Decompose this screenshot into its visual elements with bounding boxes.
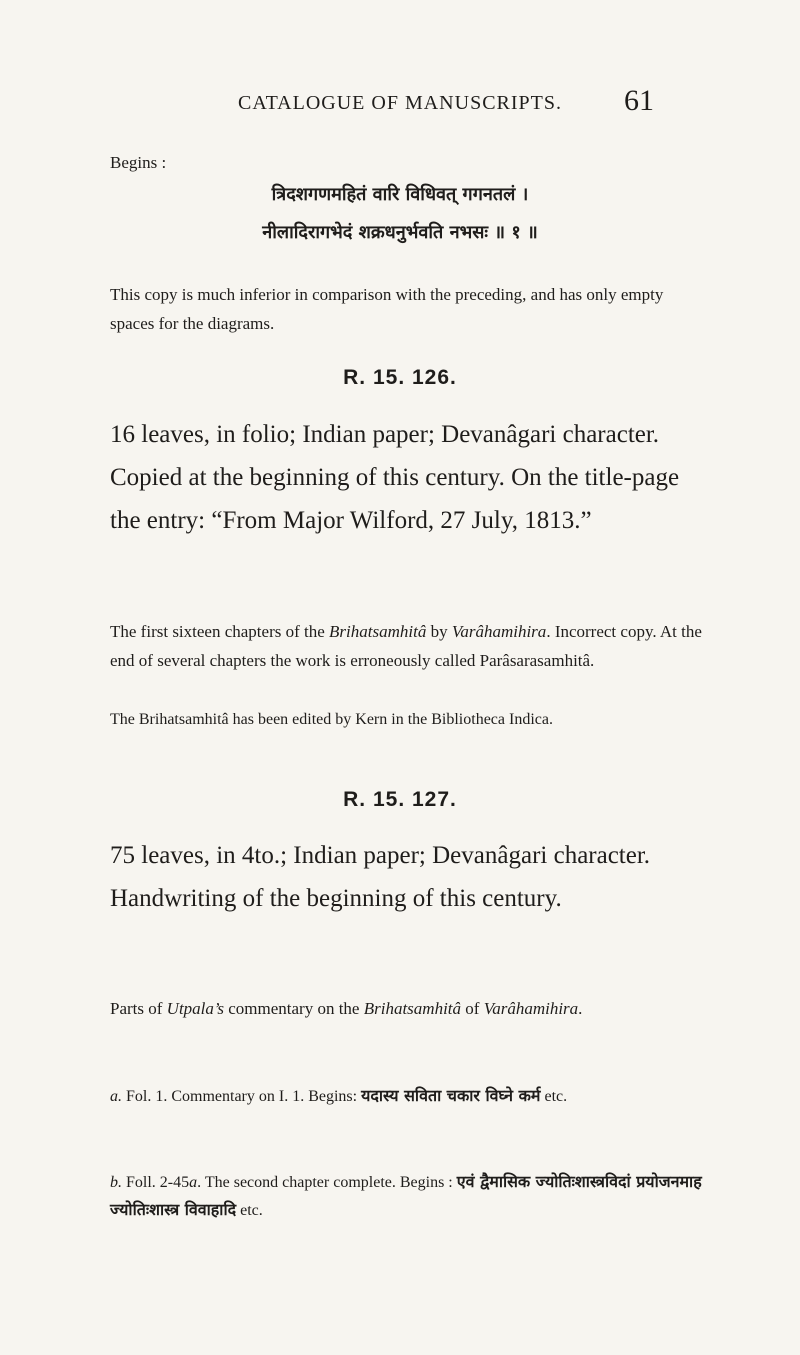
commentator-name: Utpala’s bbox=[166, 999, 224, 1018]
author-name: Varâhamihira bbox=[483, 999, 579, 1018]
shelf-mark-127: R. 15. 127. bbox=[343, 788, 457, 811]
entry-127-item-a: a. Fol. 1. Commentary on I. 1. Begins: यदास्य सविता चकार विघ्ने कर्म etc. bbox=[110, 1086, 568, 1105]
author-name: Varâhamihira bbox=[451, 622, 547, 641]
sanskrit-incipit-b: एवं द्वैमासिक ज्योतिःशास्त्रविदां प्रयोजनमाह ज्योतिःशास्त्र विवाहादि bbox=[110, 1172, 702, 1219]
page-number: 61 bbox=[624, 84, 654, 117]
entry-127-contents: Parts of Utpala’s commentary on the Brihatsamhitâ of Varâhamihira. bbox=[110, 999, 583, 1018]
entry-126-contents: The first sixteen chapters of the Brihatsamhitâ by Varâhamihira. Incorrect copy. At the end of several chapters the work is erroneously called Parâsarasamhitâ. bbox=[110, 622, 702, 670]
begins-label: Begins : bbox=[110, 153, 167, 172]
work-title: Brihatsamhitâ bbox=[329, 622, 427, 641]
note-paragraph: This copy is much inferior in comparison with the preceding, and has only empty spaces for the diagrams. bbox=[110, 285, 664, 333]
entry-126-description: 16 leaves, in folio; Indian paper; Devanâgari character. Copied at the beginning of this century. On the title-page the entry: “From Major Wilford, 27 July, 1813.” bbox=[110, 421, 680, 534]
entry-126-edition-note: The Brihatsamhitâ has been edited by Kern in the Bibliotheca Indica. bbox=[110, 711, 553, 728]
entry-127-description: 75 leaves, in 4to.; Indian paper; Devanâgari character. Handwriting of the beginning of this century. bbox=[110, 842, 651, 912]
work-title: Brihatsamhitâ bbox=[363, 999, 462, 1018]
entry-127-item-b: b. Foll. 2-45a. The second chapter complete. Begins : एवं द्वैमासिक ज्योतिःशास्त्रविदां प्रयोजनमाह ज्योतिःशास्त्र विवाहादि etc. bbox=[110, 1172, 702, 1219]
shelf-mark-126: R. 15. 126. bbox=[343, 366, 457, 389]
sanskrit-incipit-a: यदास्य सविता चकार विघ्ने कर्म bbox=[361, 1086, 541, 1105]
sanskrit-verse-line-1: त्रिदशगणमहितं वारि विधिवत् गगनतलं । bbox=[271, 184, 529, 205]
running-header: CATALOGUE OF MANUSCRIPTS. bbox=[238, 92, 562, 114]
sanskrit-verse-line-2: नीलादिरागभेदं शक्रधनुर्भवति नभसः ॥ १ ॥ bbox=[262, 222, 538, 243]
